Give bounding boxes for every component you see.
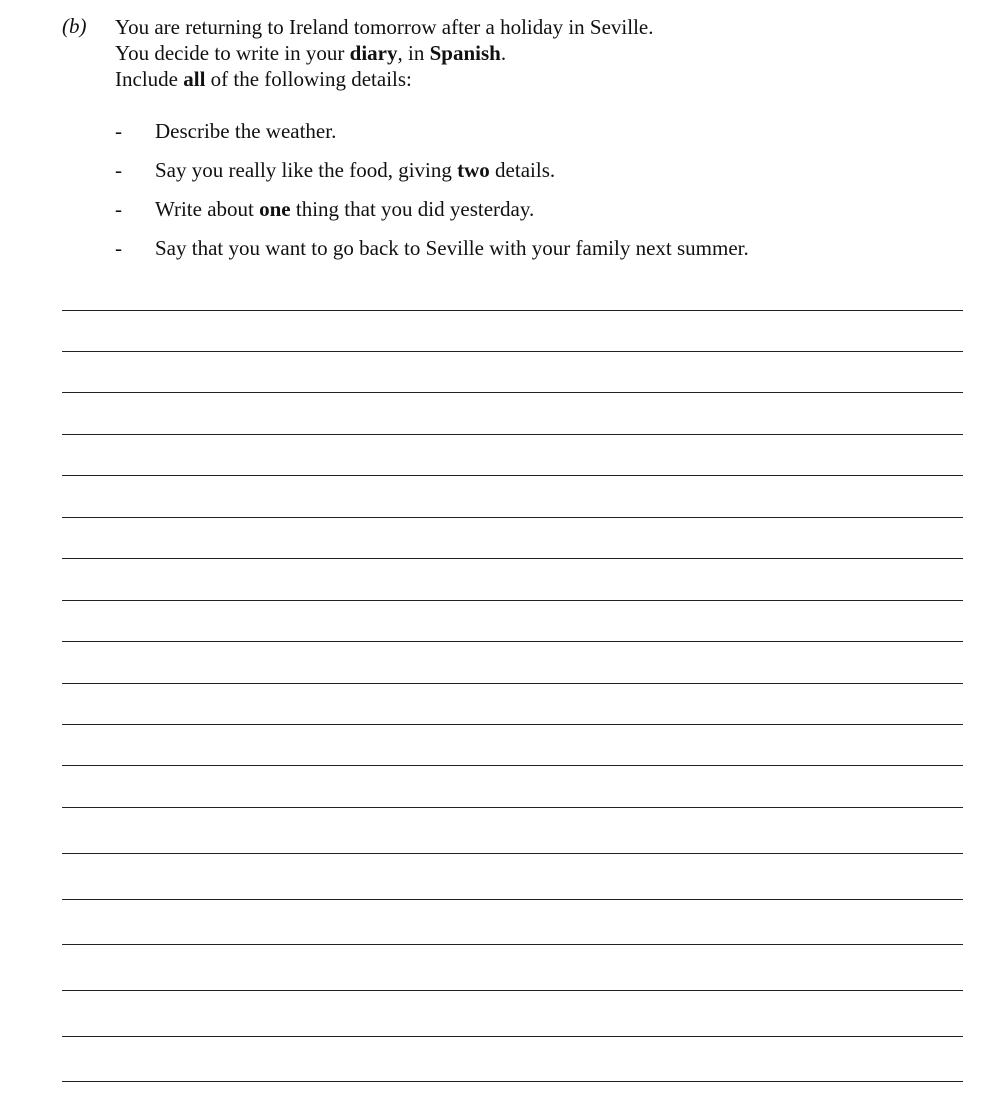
intro-line-3-part-1: Include (115, 67, 184, 91)
keyword-one: one (259, 197, 291, 221)
answer-line[interactable] (62, 392, 963, 393)
bullet-marker: - (115, 158, 122, 182)
bullet-text (155, 196, 534, 222)
answer-line[interactable] (62, 310, 963, 311)
intro-line-1: You are returning to Ireland tomorrow after a holiday in Seville. (115, 15, 654, 39)
keyword-all: all (183, 67, 206, 91)
answer-line[interactable] (62, 600, 963, 601)
bullet-text (155, 118, 336, 144)
answer-line[interactable] (62, 641, 963, 642)
answer-line[interactable] (62, 990, 963, 991)
answer-line[interactable] (62, 765, 963, 766)
answer-line[interactable] (62, 517, 963, 518)
answer-line[interactable] (62, 724, 963, 725)
bullet-text-part: Write about (155, 197, 260, 221)
answer-line[interactable] (62, 807, 963, 808)
answer-line[interactable] (62, 434, 963, 435)
answer-line[interactable] (62, 1036, 963, 1037)
keyword-spanish: Spanish (429, 41, 501, 65)
answer-line[interactable] (62, 1081, 963, 1082)
answer-line[interactable] (62, 853, 963, 854)
answer-line[interactable] (62, 475, 963, 476)
question-label: (b) (62, 14, 87, 38)
question-intro (115, 14, 653, 92)
answer-line[interactable] (62, 683, 963, 684)
keyword-diary: diary (349, 41, 398, 65)
bullet-text-part: thing that you did yesterday. (290, 197, 535, 221)
bullet-marker: - (115, 197, 122, 221)
bullet-text-part: Say you really like the food, giving (155, 158, 458, 182)
intro-line-2 (115, 40, 653, 66)
intro-line-2-part-5: . (500, 41, 507, 65)
bullet-text-part: details. (489, 158, 556, 182)
answer-line[interactable] (62, 351, 963, 352)
bullet-marker: - (115, 119, 122, 143)
bullet-text-part: Describe the weather. (155, 119, 337, 143)
answer-line[interactable] (62, 944, 963, 945)
bullet-text (155, 157, 555, 183)
intro-line-3-part-3: of the following details: (205, 67, 412, 91)
bullet-text-part: Say that you want to go back to Seville with your family next summer. (155, 236, 749, 260)
intro-line-3 (115, 66, 653, 92)
answer-line[interactable] (62, 558, 963, 559)
keyword-two: two (457, 158, 490, 182)
intro-line-2-part-3: , in (397, 41, 430, 65)
intro-line-2-part-1: You decide to write in your (115, 41, 350, 65)
bullet-marker: - (115, 236, 122, 260)
bullet-text (155, 235, 749, 261)
answer-line[interactable] (62, 899, 963, 900)
